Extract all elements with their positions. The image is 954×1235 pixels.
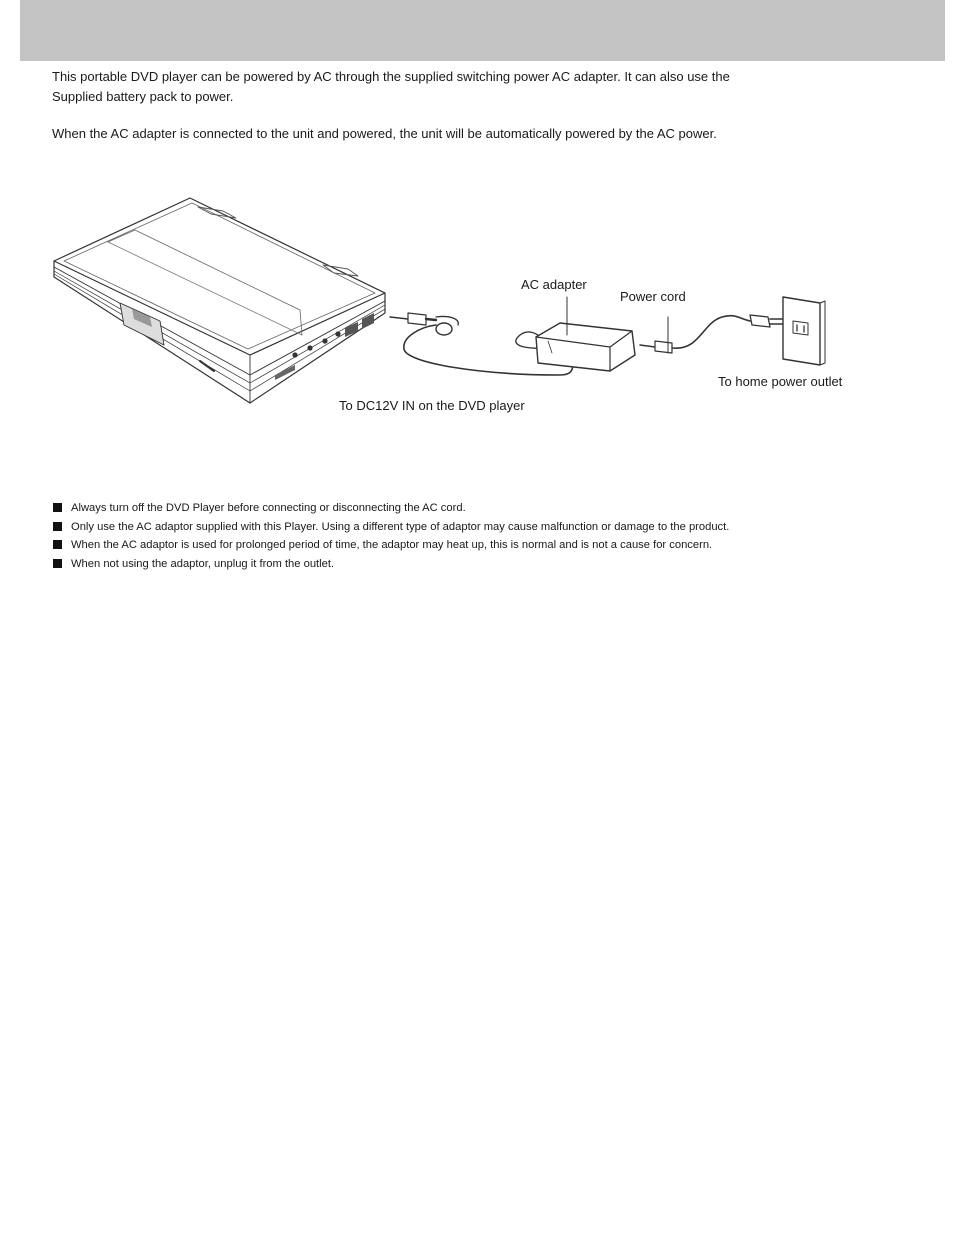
note-text: Only use the AC adaptor supplied with this Player. Using a different type of adaptor may cause malfunction or damage to the product. (71, 520, 730, 533)
caution-notes-list (52, 499, 912, 574)
list-item (52, 499, 912, 518)
list-item (52, 555, 912, 574)
power-cord-illustration (672, 315, 782, 348)
ac-adapter-label: AC adapter (521, 277, 587, 292)
header-bar (20, 0, 945, 61)
note-text: When the AC adaptor is used for prolonged period of time, the adaptor may heat up, this is normal and is not a cause for concern. (71, 539, 713, 552)
bullet-square-icon (53, 559, 62, 568)
list-item (52, 518, 912, 537)
intro-line-2: Supplied battery pack to power. (52, 89, 234, 104)
intro-paragraph-2: When the AC adapter is connected to the unit and powered, the unit will be automatically powered by the AC power. (52, 126, 717, 141)
outlet-label: To home power outlet (718, 374, 843, 389)
bullet-square-icon (53, 540, 62, 549)
bullet-square-icon (53, 522, 62, 531)
dc-in-label: To DC12V IN on the DVD player (339, 398, 525, 413)
power-cord-label: Power cord (620, 289, 686, 304)
dvd-player-illustration (54, 198, 385, 403)
connection-illustration (40, 185, 880, 430)
connection-diagram (40, 185, 880, 430)
ac-adapter-illustration (536, 323, 672, 371)
list-item (52, 536, 912, 555)
intro-paragraph-1 (52, 67, 852, 107)
note-text: When not using the adaptor, unplug it from the outlet. (71, 558, 335, 571)
note-text: Always turn off the DVD Player before connecting or disconnecting the AC cord. (71, 502, 466, 514)
intro-line-1: This portable DVD player can be powered by AC through the supplied switching power AC adapter. It can also use the (52, 69, 730, 84)
wall-outlet-illustration (783, 297, 825, 365)
bullet-square-icon (53, 503, 62, 512)
